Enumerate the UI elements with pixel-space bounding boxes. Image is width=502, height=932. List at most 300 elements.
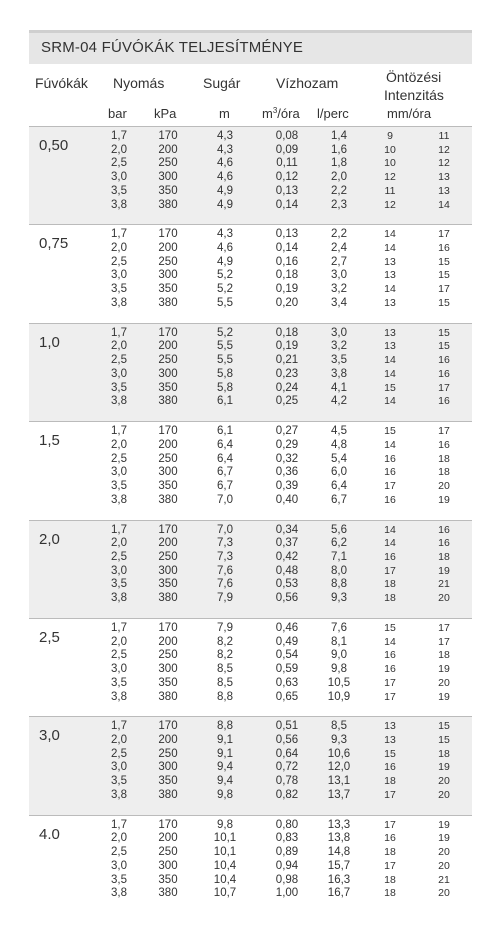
table-row <box>29 622 472 635</box>
cell-flow-m3: 0,13 <box>275 228 299 241</box>
cell-flow-lperc: 2,3 <box>331 198 347 211</box>
table-row <box>29 439 472 452</box>
cell-pressure-bar: 3,8 <box>111 690 127 703</box>
cell-intensity-max: 18 <box>438 550 450 563</box>
cell-radius: 5,2 <box>217 283 233 296</box>
cell-radius: 5,2 <box>217 326 233 339</box>
unit-mm-ora: mm/óra <box>387 106 432 121</box>
cell-intensity-max: 13 <box>438 184 450 197</box>
table-row <box>29 887 472 900</box>
cell-radius: 7,3 <box>217 537 233 550</box>
table-row <box>29 524 472 537</box>
table-row <box>29 395 472 408</box>
cell-flow-lperc: 4,2 <box>331 395 347 408</box>
cell-intensity-max: 17 <box>438 381 450 394</box>
cell-pressure-bar: 1,7 <box>111 326 127 339</box>
cell-intensity-max: 12 <box>438 143 450 156</box>
cell-flow-lperc: 1,8 <box>331 157 347 170</box>
cell-radius: 4,6 <box>217 157 233 170</box>
cell-pressure-kpa: 380 <box>158 887 178 900</box>
cell-flow-lperc: 3,4 <box>331 296 347 309</box>
cell-intensity-max: 15 <box>438 255 450 268</box>
cell-intensity-min: 18 <box>384 592 396 605</box>
cell-flow-lperc: 4,5 <box>331 425 347 438</box>
cell-flow-m3: 0,59 <box>275 663 299 676</box>
cell-flow-lperc: 13,7 <box>327 788 351 801</box>
cell-flow-m3: 0,32 <box>275 452 299 465</box>
cell-flow-lperc: 3,8 <box>331 367 347 380</box>
cell-radius: 7,9 <box>217 592 233 605</box>
cell-pressure-bar: 3,5 <box>111 184 127 197</box>
cell-intensity-max: 19 <box>438 564 450 577</box>
cell-flow-m3: 0,16 <box>275 255 299 268</box>
cell-intensity-min: 13 <box>384 296 396 309</box>
cell-intensity-max: 17 <box>438 228 450 241</box>
table-title: SRM-04 FÚVÓKÁK TELJESÍTMÉNYE <box>41 39 304 56</box>
cell-intensity-max: 16 <box>438 242 450 255</box>
table-row <box>29 130 472 143</box>
cell-intensity-min: 15 <box>384 381 396 394</box>
cell-pressure-kpa: 200 <box>158 143 178 156</box>
cell-intensity-max: 20 <box>438 775 450 788</box>
cell-intensity-min: 17 <box>384 676 396 689</box>
nozzle-size: 2,0 <box>39 530 60 548</box>
cell-radius: 8,8 <box>217 720 233 733</box>
cell-flow-m3: 0,63 <box>275 676 299 689</box>
table-row <box>29 565 472 578</box>
cell-flow-lperc: 6,7 <box>331 493 347 506</box>
cell-flow-m3: 0,34 <box>275 523 299 536</box>
cell-pressure-bar: 3,0 <box>111 663 127 676</box>
cell-radius: 9,8 <box>217 818 233 831</box>
cell-radius: 4,3 <box>217 228 233 241</box>
cell-pressure-kpa: 250 <box>158 452 178 465</box>
cell-intensity-min: 11 <box>384 184 396 197</box>
table-row <box>29 832 472 845</box>
cell-intensity-min: 17 <box>384 564 396 577</box>
cell-flow-m3: 0,82 <box>275 788 299 801</box>
cell-intensity-min: 15 <box>384 425 396 438</box>
cell-pressure-bar: 2,5 <box>111 846 127 859</box>
cell-intensity-max: 18 <box>438 466 450 479</box>
cell-intensity-max: 20 <box>438 846 450 859</box>
cell-flow-m3: 0,98 <box>275 873 299 886</box>
cell-flow-m3: 0,65 <box>275 690 299 703</box>
cell-intensity-max: 15 <box>438 340 450 353</box>
cell-intensity-max: 19 <box>438 761 450 774</box>
cell-pressure-bar: 3,8 <box>111 296 127 309</box>
cell-flow-m3: 0,12 <box>275 171 299 184</box>
cell-intensity-max: 16 <box>438 354 450 367</box>
cell-intensity-max: 12 <box>438 157 450 170</box>
table-row <box>29 720 472 733</box>
cell-pressure-kpa: 200 <box>158 242 178 255</box>
cell-pressure-kpa: 300 <box>158 663 178 676</box>
cell-intensity-max: 19 <box>438 690 450 703</box>
cell-radius: 6,4 <box>217 438 233 451</box>
table-row <box>29 171 472 184</box>
cell-radius: 9,8 <box>217 788 233 801</box>
cell-flow-lperc: 12,0 <box>327 761 351 774</box>
table-row <box>29 185 472 198</box>
cell-flow-lperc: 2,7 <box>331 255 347 268</box>
cell-pressure-kpa: 170 <box>158 622 178 634</box>
cell-radius: 10,7 <box>213 887 237 900</box>
cell-flow-m3: 0,14 <box>275 242 299 255</box>
cell-intensity-min: 10 <box>384 143 396 156</box>
cell-pressure-kpa: 170 <box>158 425 178 438</box>
cell-pressure-kpa: 170 <box>158 228 178 241</box>
cell-flow-lperc: 8,8 <box>331 578 347 591</box>
cell-intensity-min: 14 <box>384 354 396 367</box>
table-row <box>29 537 472 550</box>
cell-radius: 8,2 <box>217 649 233 662</box>
cell-flow-lperc: 6,2 <box>331 537 347 550</box>
cell-pressure-bar: 3,8 <box>111 395 127 408</box>
table-row <box>29 228 472 241</box>
table-row <box>29 453 472 466</box>
cell-flow-m3: 0,19 <box>275 340 299 353</box>
cell-flow-lperc: 2,0 <box>331 171 347 184</box>
table-row <box>29 327 472 340</box>
cell-flow-m3: 0,29 <box>275 438 299 451</box>
cell-pressure-bar: 3,5 <box>111 873 127 886</box>
table-row <box>29 425 472 438</box>
cell-pressure-bar: 3,5 <box>111 479 127 492</box>
cell-flow-lperc: 2,4 <box>331 242 347 255</box>
cell-flow-m3: 0,56 <box>275 734 299 747</box>
cell-intensity-min: 10 <box>384 157 396 170</box>
cell-flow-m3: 0,27 <box>275 425 299 438</box>
cell-radius: 6,1 <box>217 395 233 408</box>
table-row <box>29 789 472 802</box>
cell-flow-m3: 0,54 <box>275 649 299 662</box>
cell-intensity-min: 16 <box>384 466 396 479</box>
cell-pressure-kpa: 350 <box>158 479 178 492</box>
table-row <box>29 649 472 662</box>
cell-pressure-kpa: 380 <box>158 296 178 309</box>
cell-pressure-kpa: 200 <box>158 832 178 845</box>
cell-pressure-bar: 3,8 <box>111 592 127 605</box>
cell-intensity-min: 13 <box>384 720 396 733</box>
nozzle-size: 1,0 <box>39 333 60 351</box>
table-row <box>29 242 472 255</box>
cell-intensity-min: 17 <box>384 690 396 703</box>
cell-flow-m3: 0,89 <box>275 846 299 859</box>
cell-flow-m3: 0,37 <box>275 537 299 550</box>
cell-flow-lperc: 9,3 <box>331 734 347 747</box>
cell-intensity-min: 16 <box>384 493 396 506</box>
cell-flow-lperc: 9,8 <box>331 663 347 676</box>
unit-l-perc: l/perc <box>317 106 349 121</box>
cell-pressure-bar: 1,7 <box>111 622 127 634</box>
cell-radius: 5,5 <box>217 296 233 309</box>
cell-flow-lperc: 16,3 <box>327 873 351 886</box>
cell-intensity-min: 13 <box>384 269 396 282</box>
cell-pressure-kpa: 350 <box>158 676 178 689</box>
cell-pressure-kpa: 380 <box>158 788 178 801</box>
table-row <box>29 551 472 564</box>
cell-pressure-kpa: 250 <box>158 747 178 760</box>
cell-flow-lperc: 8,0 <box>331 564 347 577</box>
cell-flow-lperc: 5,6 <box>331 523 347 536</box>
header-radius: Sugár <box>203 75 241 91</box>
cell-radius: 5,5 <box>217 340 233 353</box>
cell-intensity-min: 13 <box>384 734 396 747</box>
cell-flow-m3: 0,53 <box>275 578 299 591</box>
table-row <box>29 354 472 367</box>
cell-intensity-min: 14 <box>384 537 396 550</box>
cell-intensity-max: 16 <box>438 537 450 550</box>
cell-pressure-kpa: 380 <box>158 198 178 211</box>
table-row <box>29 874 472 887</box>
cell-pressure-kpa: 200 <box>158 438 178 451</box>
cell-intensity-max: 15 <box>438 734 450 747</box>
cell-flow-m3: 0,49 <box>275 635 299 648</box>
table-row <box>29 846 472 859</box>
cell-pressure-bar: 3,5 <box>111 578 127 591</box>
cell-radius: 5,5 <box>217 354 233 367</box>
cell-pressure-kpa: 350 <box>158 184 178 197</box>
cell-flow-lperc: 10,9 <box>327 690 351 703</box>
cell-radius: 5,2 <box>217 269 233 282</box>
cell-intensity-max: 15 <box>438 269 450 282</box>
cell-flow-m3: 0,40 <box>275 493 299 506</box>
cell-flow-m3: 0,19 <box>275 283 299 296</box>
cell-flow-lperc: 8,5 <box>331 720 347 733</box>
cell-radius: 4,6 <box>217 171 233 184</box>
cell-intensity-max: 20 <box>438 592 450 605</box>
cell-pressure-kpa: 200 <box>158 635 178 648</box>
cell-flow-lperc: 3,0 <box>331 269 347 282</box>
cell-pressure-kpa: 300 <box>158 367 178 380</box>
cell-radius: 10,1 <box>213 846 237 859</box>
cell-flow-m3: 0,83 <box>275 832 299 845</box>
cell-flow-lperc: 4,8 <box>331 438 347 451</box>
cell-pressure-kpa: 200 <box>158 340 178 353</box>
cell-flow-m3: 0,18 <box>275 269 299 282</box>
nozzle-group <box>29 716 472 815</box>
cell-intensity-min: 13 <box>384 326 396 339</box>
cell-intensity-max: 17 <box>438 425 450 438</box>
cell-intensity-min: 12 <box>384 198 396 211</box>
cell-pressure-bar: 3,0 <box>111 269 127 282</box>
cell-pressure-bar: 2,5 <box>111 255 127 268</box>
title-bar <box>29 30 472 64</box>
cell-flow-m3: 0,51 <box>275 720 299 733</box>
cell-pressure-bar: 3,0 <box>111 859 127 872</box>
cell-radius: 7,6 <box>217 578 233 591</box>
header-nozzles: Fúvókák <box>35 75 88 91</box>
cell-pressure-kpa: 300 <box>158 269 178 282</box>
cell-pressure-bar: 2,0 <box>111 242 127 255</box>
cell-intensity-min: 14 <box>384 242 396 255</box>
cell-intensity-min: 14 <box>384 395 396 408</box>
table-row <box>29 157 472 170</box>
nozzle-size: 0,50 <box>39 137 69 154</box>
cell-intensity-min: 16 <box>384 663 396 676</box>
cell-intensity-min: 14 <box>384 438 396 451</box>
cell-intensity-max: 18 <box>438 649 450 662</box>
cell-flow-m3: 0,46 <box>275 622 299 634</box>
cell-pressure-kpa: 170 <box>158 523 178 536</box>
cell-pressure-bar: 2,5 <box>111 649 127 662</box>
cell-radius: 7,9 <box>217 622 233 634</box>
nozzle-group <box>29 224 472 323</box>
cell-intensity-max: 15 <box>438 326 450 339</box>
cell-pressure-kpa: 170 <box>158 818 178 831</box>
cell-radius: 7,0 <box>217 523 233 536</box>
cell-flow-lperc: 3,0 <box>331 326 347 339</box>
table-row <box>29 761 472 774</box>
unit-m: m <box>219 106 230 121</box>
table-row <box>29 494 472 507</box>
cell-radius: 6,7 <box>217 479 233 492</box>
cell-pressure-bar: 2,5 <box>111 354 127 367</box>
table-row <box>29 480 472 493</box>
cell-intensity-min: 18 <box>384 775 396 788</box>
cell-pressure-bar: 3,5 <box>111 676 127 689</box>
cell-intensity-max: 17 <box>438 283 450 296</box>
cell-pressure-kpa: 350 <box>158 381 178 394</box>
unit-bar: bar <box>108 106 127 121</box>
cell-flow-m3: 0,11 <box>276 157 298 170</box>
cell-intensity-min: 13 <box>384 340 396 353</box>
cell-radius: 6,7 <box>217 466 233 479</box>
cell-intensity-max: 20 <box>438 859 450 872</box>
cell-pressure-bar: 3,5 <box>111 775 127 788</box>
cell-intensity-max: 13 <box>438 171 450 184</box>
cell-pressure-bar: 2,0 <box>111 143 127 156</box>
cell-pressure-bar: 2,0 <box>111 438 127 451</box>
cell-flow-m3: 0,48 <box>275 564 299 577</box>
cell-pressure-bar: 3,0 <box>111 564 127 577</box>
unit-kpa: kPa <box>154 106 177 121</box>
cell-intensity-max: 18 <box>438 452 450 465</box>
cell-pressure-kpa: 200 <box>158 537 178 550</box>
table-row <box>29 340 472 353</box>
cell-pressure-kpa: 350 <box>158 578 178 591</box>
cell-pressure-bar: 1,7 <box>111 818 127 831</box>
table-row <box>29 663 472 676</box>
cell-pressure-bar: 3,0 <box>111 367 127 380</box>
cell-radius: 8,5 <box>217 676 233 689</box>
cell-intensity-min: 16 <box>384 649 396 662</box>
cell-flow-lperc: 1,6 <box>331 143 347 156</box>
cell-intensity-max: 16 <box>438 395 450 408</box>
cell-intensity-max: 15 <box>438 720 450 733</box>
cell-pressure-bar: 2,0 <box>111 734 127 747</box>
cell-pressure-bar: 3,0 <box>111 171 127 184</box>
table-row <box>29 256 472 269</box>
cell-intensity-min: 17 <box>384 818 396 831</box>
cell-intensity-max: 19 <box>438 832 450 845</box>
cell-radius: 10,4 <box>213 873 237 886</box>
cell-intensity-min: 17 <box>384 788 396 801</box>
cell-intensity-max: 17 <box>438 622 450 634</box>
cell-intensity-min: 18 <box>384 846 396 859</box>
table-row <box>29 636 472 649</box>
cell-radius: 4,9 <box>217 198 233 211</box>
nozzle-group <box>29 815 472 914</box>
cell-flow-lperc: 4,1 <box>331 381 347 394</box>
cell-intensity-min: 17 <box>384 859 396 872</box>
cell-flow-m3: 0,94 <box>275 859 299 872</box>
cell-intensity-min: 18 <box>384 873 396 886</box>
nozzle-group <box>29 520 472 619</box>
cell-flow-lperc: 8,1 <box>331 635 347 648</box>
cell-flow-lperc: 2,2 <box>331 228 347 241</box>
cell-radius: 7,6 <box>217 564 233 577</box>
cell-flow-lperc: 13,3 <box>327 818 351 831</box>
cell-flow-m3: 0,78 <box>275 775 299 788</box>
cell-pressure-bar: 2,0 <box>111 635 127 648</box>
cell-intensity-min: 12 <box>384 171 396 184</box>
cell-intensity-min: 17 <box>384 479 396 492</box>
cell-flow-m3: 0,18 <box>275 326 299 339</box>
cell-radius: 10,1 <box>213 832 237 845</box>
cell-flow-lperc: 6,0 <box>331 466 347 479</box>
cell-flow-m3: 0,23 <box>275 367 299 380</box>
table-row <box>29 775 472 788</box>
cell-radius: 8,2 <box>217 635 233 648</box>
cell-radius: 10,4 <box>213 859 237 872</box>
cell-flow-lperc: 15,7 <box>327 859 351 872</box>
cell-flow-m3: 0,13 <box>275 184 299 197</box>
cell-flow-m3: 0,24 <box>275 381 299 394</box>
nozzle-size: 4.0 <box>39 825 60 843</box>
cell-intensity-min: 14 <box>384 523 396 536</box>
cell-flow-lperc: 9,0 <box>331 649 347 662</box>
cell-pressure-bar: 1,7 <box>111 523 127 536</box>
cell-pressure-kpa: 300 <box>158 564 178 577</box>
cell-flow-lperc: 16,7 <box>327 887 351 900</box>
cell-flow-lperc: 1,4 <box>331 130 347 142</box>
cell-flow-lperc: 6,4 <box>331 479 347 492</box>
cell-radius: 9,4 <box>217 761 233 774</box>
cell-radius: 4,9 <box>217 255 233 268</box>
cell-intensity-min: 13 <box>384 255 396 268</box>
table-row <box>29 748 472 761</box>
table-row <box>29 368 472 381</box>
cell-flow-m3: 0,72 <box>275 761 299 774</box>
header-intensity-line1: Öntözési <box>386 69 442 85</box>
cell-flow-lperc: 10,6 <box>327 747 351 760</box>
nozzle-size: 2,5 <box>39 629 60 646</box>
cell-intensity-max: 18 <box>438 747 450 760</box>
cell-flow-lperc: 9,3 <box>331 592 347 605</box>
cell-flow-m3: 0,25 <box>275 395 299 408</box>
cell-pressure-kpa: 250 <box>158 846 178 859</box>
nozzle-group <box>29 618 472 717</box>
nozzle-group <box>29 323 472 422</box>
cell-flow-m3: 0,09 <box>275 143 299 156</box>
cell-intensity-max: 21 <box>438 578 450 591</box>
cell-pressure-kpa: 170 <box>158 130 178 142</box>
cell-pressure-kpa: 250 <box>158 255 178 268</box>
cell-intensity-min: 15 <box>384 622 396 634</box>
cell-flow-lperc: 10,5 <box>327 676 351 689</box>
cell-intensity-max: 16 <box>438 367 450 380</box>
cell-radius: 8,8 <box>217 690 233 703</box>
cell-pressure-kpa: 350 <box>158 873 178 886</box>
cell-radius: 9,1 <box>217 734 233 747</box>
cell-pressure-kpa: 250 <box>158 157 178 170</box>
cell-radius: 7,0 <box>217 493 233 506</box>
cell-pressure-bar: 3,8 <box>111 887 127 900</box>
cell-intensity-max: 15 <box>438 296 450 309</box>
cell-pressure-kpa: 380 <box>158 493 178 506</box>
